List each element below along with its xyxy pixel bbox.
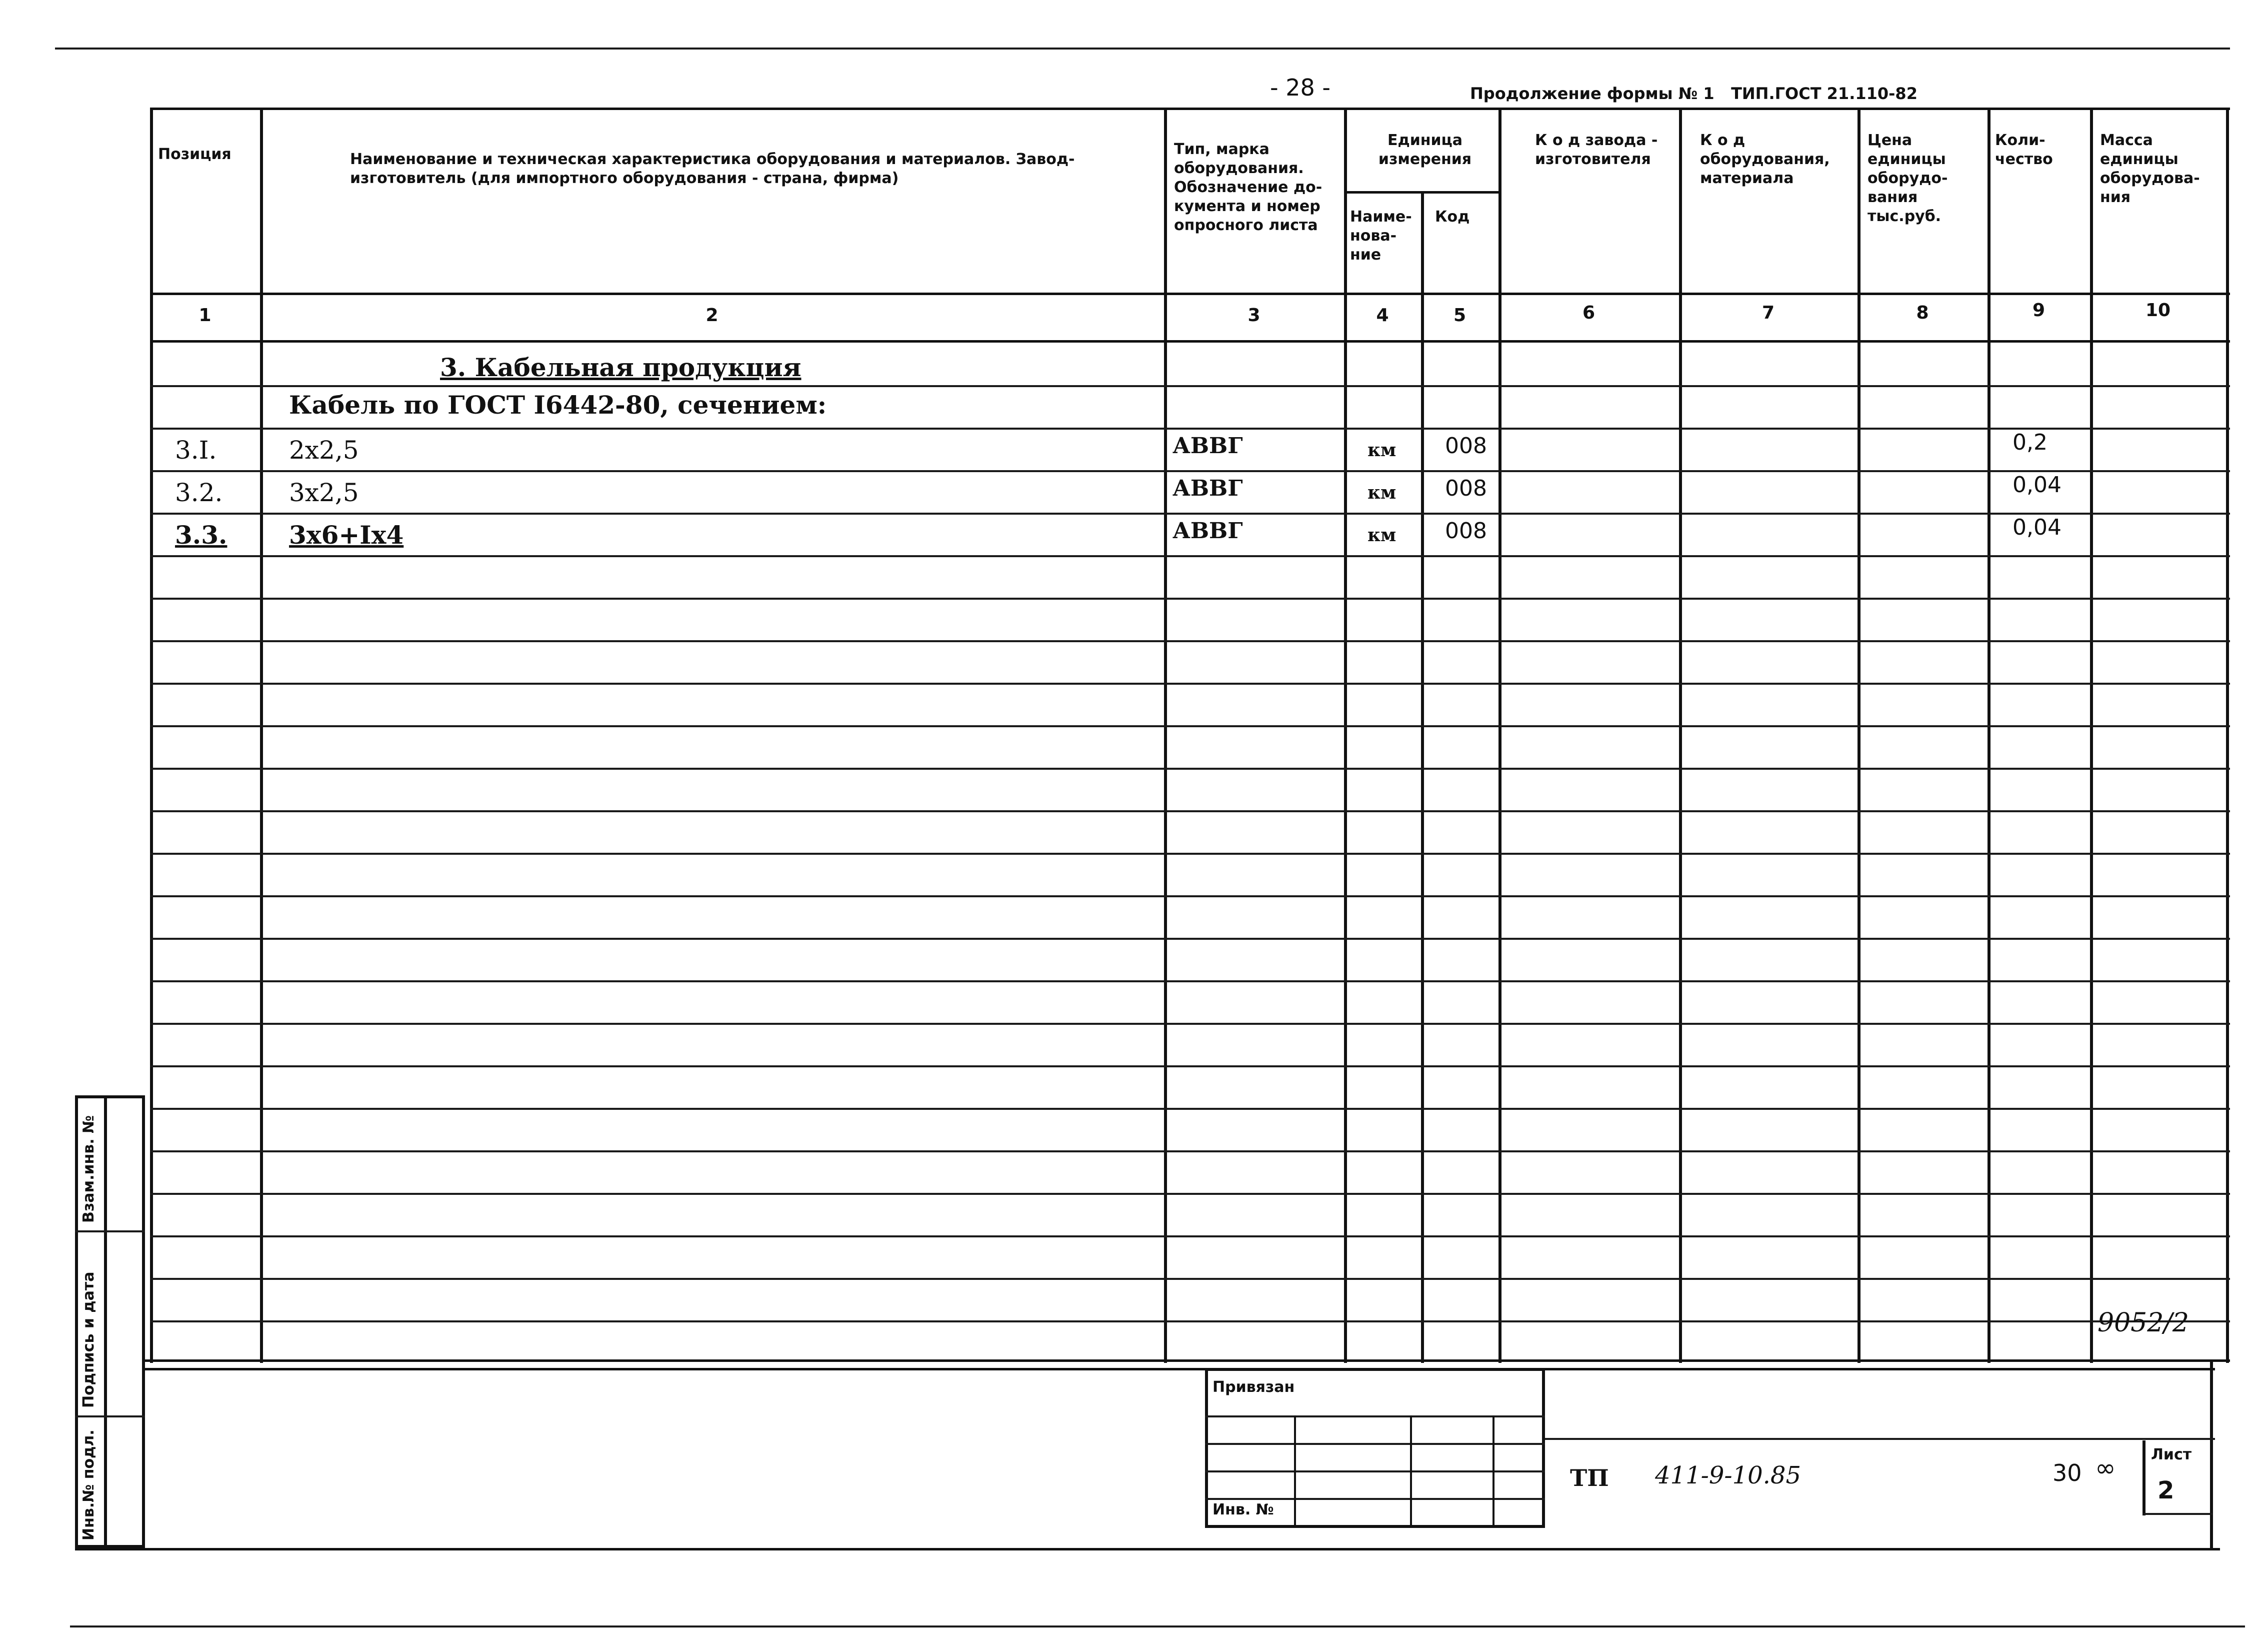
- header-bottom-border: [150, 293, 2230, 295]
- col-title-mass: Масса единицы оборудова- ния: [2100, 132, 2200, 206]
- col-num-4: 4: [1376, 305, 1389, 326]
- section-title: 3. Кабельная продукция: [440, 353, 802, 382]
- col-title-type: Тип, марка оборудования. Обозначение до- кумента и номер опросного листа: [1174, 141, 1322, 234]
- col-border-9-10: [2090, 108, 2093, 1363]
- col-num-7: 7: [1762, 303, 1775, 323]
- form-continuation-label: Продолжение формы № 1 ТИП.ГОСТ 21.110-82: [1470, 84, 1918, 103]
- col-num-10: 10: [2145, 300, 2171, 321]
- specification-table: [150, 108, 2230, 1363]
- section-subtitle: Кабель по ГОСТ I6442-80, сечением:: [289, 390, 827, 420]
- col-num-2: 2: [706, 305, 718, 326]
- col-num-6: 6: [1582, 303, 1596, 323]
- row-unit-code: 008: [1445, 476, 1487, 501]
- col-title-unit-group: Единица измерения: [1378, 132, 1472, 168]
- col-num-9: 9: [2032, 300, 2046, 321]
- col-border-8-9: [1988, 108, 1990, 1363]
- privyazan-vline-3: [1492, 1415, 1494, 1528]
- side-label-podpis: Подпись и дата: [80, 1271, 98, 1408]
- table-bottom-border: [145, 1359, 2230, 1362]
- row-position: 3.I.: [175, 436, 217, 465]
- col-title-equipment-code: К о д оборудования, материала: [1700, 132, 1830, 187]
- side-label-vzam: Взам.инв. №: [80, 1115, 98, 1223]
- stamp-top-border: [145, 1368, 2215, 1370]
- col-border-4-5: [1421, 191, 1424, 1363]
- album-number: 30: [2052, 1459, 2082, 1486]
- bottom-frame-line: [70, 1625, 2245, 1627]
- project-code: 411-9-10.85: [1655, 1461, 1802, 1489]
- col-title-price: Цена единицы оборудо- вания тыс.руб.: [1868, 132, 1948, 225]
- page-number: - 28 -: [1270, 74, 1330, 101]
- row-name: 2х2,5: [289, 436, 359, 465]
- row-unit: км: [1368, 440, 1396, 461]
- col-border-right: [2226, 108, 2229, 1363]
- side-strip-line-2: [75, 1415, 145, 1417]
- sheet-number: 2: [2158, 1476, 2174, 1504]
- sheet-box-left: [2142, 1440, 2146, 1515]
- row-unit-code: 008: [1445, 433, 1487, 459]
- handwritten-ref: 9052/2: [2098, 1308, 2189, 1338]
- col-border-left: [150, 108, 153, 1363]
- col-border-2-3: [1164, 108, 1167, 1363]
- sheet-box-bottom: [2142, 1513, 2212, 1515]
- row-position: 3.2.: [175, 478, 223, 507]
- col-title-position: Позиция: [158, 146, 232, 163]
- row-quantity: 0,2: [2012, 430, 2048, 455]
- row-type: АВВГ: [1172, 476, 1243, 501]
- row-unit: км: [1368, 525, 1396, 546]
- top-frame-line: [55, 48, 2230, 50]
- stamp-bottom-border: [75, 1548, 2220, 1550]
- tp-label: ТП: [1570, 1464, 1609, 1491]
- col-num-8: 8: [1916, 303, 1929, 323]
- row-name: 3х2,5: [289, 478, 359, 507]
- row-unit: км: [1368, 482, 1396, 503]
- col-border-7-8: [1858, 108, 1860, 1363]
- row-quantity: 0,04: [2012, 515, 2062, 540]
- album-mark: ∞: [2095, 1453, 2116, 1482]
- row-unit-code: 008: [1445, 518, 1487, 544]
- col-title-quantity: Коли- чество: [1995, 132, 2053, 168]
- row-name: 3х6+Iх4: [289, 520, 404, 550]
- col-border-3-4: [1344, 108, 1347, 1363]
- row-quantity: 0,04: [2012, 472, 2062, 498]
- col-title-name: Наименование и техническая характеристика оборудования и материалов. Завод-изготовитель (для импортного оборудования - страна, фирма): [350, 151, 1075, 187]
- col-num-1: 1: [198, 305, 212, 326]
- col-title-unit-name: Наиме- нова- ние: [1350, 208, 1412, 264]
- colnum-bottom-border: [150, 340, 2230, 343]
- col-border-1-2: [260, 108, 263, 1363]
- row-type: АВВГ: [1172, 433, 1243, 459]
- privyazan-vline-1: [1294, 1415, 1296, 1528]
- inv-number-label: Инв. №: [1212, 1501, 1274, 1518]
- col-title-factory-code: К о д завода - изготовителя: [1535, 132, 1658, 168]
- side-strip-divider: [104, 1095, 107, 1548]
- col-num-3: 3: [1248, 305, 1260, 326]
- col-border-5-6: [1498, 108, 1502, 1363]
- side-label-inv-podl: Инв.№ подл.: [80, 1429, 98, 1540]
- privyazan-label: Привязан: [1212, 1378, 1295, 1396]
- col-title-unit-code: Код: [1435, 208, 1470, 226]
- stamp-code-line: [1545, 1438, 2215, 1440]
- col-num-5: 5: [1453, 305, 1466, 326]
- sheet-label: Лист: [2151, 1446, 2192, 1463]
- table-top-border: [150, 108, 2230, 110]
- row-position: 3.3.: [175, 520, 228, 550]
- privyazan-vline-2: [1410, 1415, 1412, 1528]
- col-border-6-7: [1679, 108, 1682, 1363]
- row-type: АВВГ: [1172, 518, 1243, 544]
- side-strip-line-1: [75, 1230, 145, 1232]
- stamp-right-border: [2210, 1360, 2213, 1550]
